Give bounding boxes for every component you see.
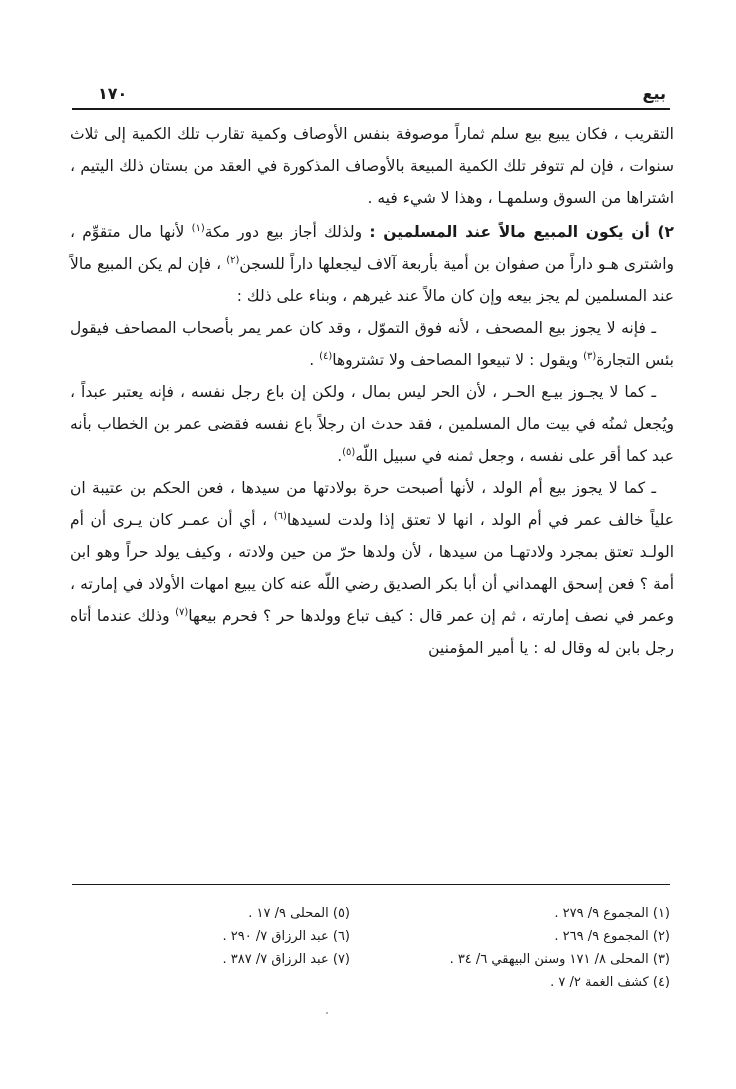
footnote: (٧) عبد الرزاق ٧/ ٣٨٧ . (222, 952, 350, 967)
text-line: وهذا لا شيء فيه . (367, 189, 483, 207)
footnote: (٢) المجموع ٩/ ٢٦٩ . (554, 929, 670, 944)
page-number: ١٧٠ (98, 84, 128, 103)
running-title: بيع (642, 84, 666, 103)
footnote: (٦) عبد الرزاق ٧/ ٢٩٠ . (222, 929, 350, 944)
text-run: ويقول : لا تبيعوا المصاحف ولا تشتروها (332, 351, 579, 369)
footnote-ref: (١) (191, 222, 205, 234)
footnote: (٥) المحلى ٩/ ١٧ . (248, 906, 350, 921)
item-2-heading: ٢) أن يكون المبيع مالاً عند المسلمين : (369, 223, 675, 241)
text-run: لأنها مال متقوِّم ، واشترى هـو داراً من صفوان بن أمية بأربعة آلاف ليجعلها داراً للسجن (70, 223, 674, 273)
item-2-paragraph (70, 216, 674, 312)
page-header (72, 84, 670, 110)
footnote-ref: (٧) (175, 606, 189, 618)
footnotes-column-left (80, 902, 350, 971)
text-run: . (337, 447, 343, 465)
footnote-ref: (٤) (319, 350, 333, 362)
mushaf-paragraph (70, 312, 674, 376)
text-run: ـ كما لا يجـوز بيـع الحـر ، لأن الحر ليس بمال ، ولكن إن باع رجل نفسه ، فإنه يعتبر عبداً ، ويُجعل ثمنُه في بيت مال المسلمين ، فقد حدث ان رجلاً باع نفسه فقضى عمر بن الخطاب بأنه عبد كما أقر على نفسه ، وجعل ثمنه في سبيل اللّه (70, 383, 674, 465)
hurr-paragraph (70, 376, 674, 472)
text-run: ، فإن لم يكن المبيع مالاً عند المسلمين لم يجز بيعه وإن كان مالاً عند غيرهم ، وبناء على ذلك : (70, 255, 674, 305)
text-run: ـ كما لا يجوز بيع أم الولد ، لأنها أصبحت حرة بولادتها من سيدها ، فعن الحكم بن عتيبة ان علياً خالف عمر في أم الولد ، انها لا تعتق إذا ولدت لسيدها (70, 479, 674, 529)
footnote-ref: (٥) (342, 446, 356, 458)
main-text (70, 118, 674, 664)
footnote: (٤) كشف الغمة ٢/ ٧ . (550, 975, 670, 990)
text-line: المذكورة في العقد من بستان ذلك اليتيم ، اشتراها من السوق وسلمهـا ، (70, 157, 674, 207)
umm-walad-paragraph (70, 472, 674, 664)
text-run: . (309, 351, 315, 369)
footnote-ref: (٦) (273, 510, 287, 522)
text-run: ولذلك أجاز بيع دور مكة (204, 223, 363, 241)
footnote-rule (72, 884, 670, 885)
footnote: (٣) المحلى ٨/ ١٧١ وسنن البيهقي ٦/ ٣٤ . (449, 952, 670, 967)
text-line: تلك الكمية إلى ثلاث سنوات ، فإن لم تتوفر تلك الكمية المبيعة بالأوصاف (70, 125, 675, 175)
footnote: (١) المجموع ٩/ ٢٧٩ . (554, 906, 670, 921)
scan-speck (326, 1012, 328, 1014)
text-line: التقريب ، فكان يبيع بيع سلم ثماراً موصوفة بنفس الأوصاف وكمية تقارب (205, 125, 674, 143)
paragraph-continuation (70, 118, 674, 214)
header-rule (72, 108, 670, 110)
text-run: وذلك عندما أتاه رجل بابن له وقال له : يا أمير المؤمنين (70, 607, 674, 657)
footnotes-column-right (370, 902, 670, 994)
text-run: ، أي أن عمـر كان يـرى أن أم الولـد تعتق بمجرد ولادتهـا من سيدها ، لأن ولدها حرّ من حين ولادته ، وكيف يولد حراً وهو ابن أمة ؟ فعن إسحق الهمداني أن أبا بكر الصديق رضي اللّه عنه كان يبيع امهات الأولاد في إمارته ، وعمر في نصف إمارته ، ثم إن عمر قال : كيف تباع وولدها حر ؟ فحرم بيعها (70, 511, 674, 625)
footnote-ref: (٢) (226, 254, 240, 266)
text-run: ـ فإنه لا يجوز بيع المصحف ، لأنه فوق التموّل ، وقد كان عمر يمر بأصحاب المصاحف فيقول بئس التجارة (70, 319, 674, 369)
footnote-ref: (٣) (583, 350, 597, 362)
